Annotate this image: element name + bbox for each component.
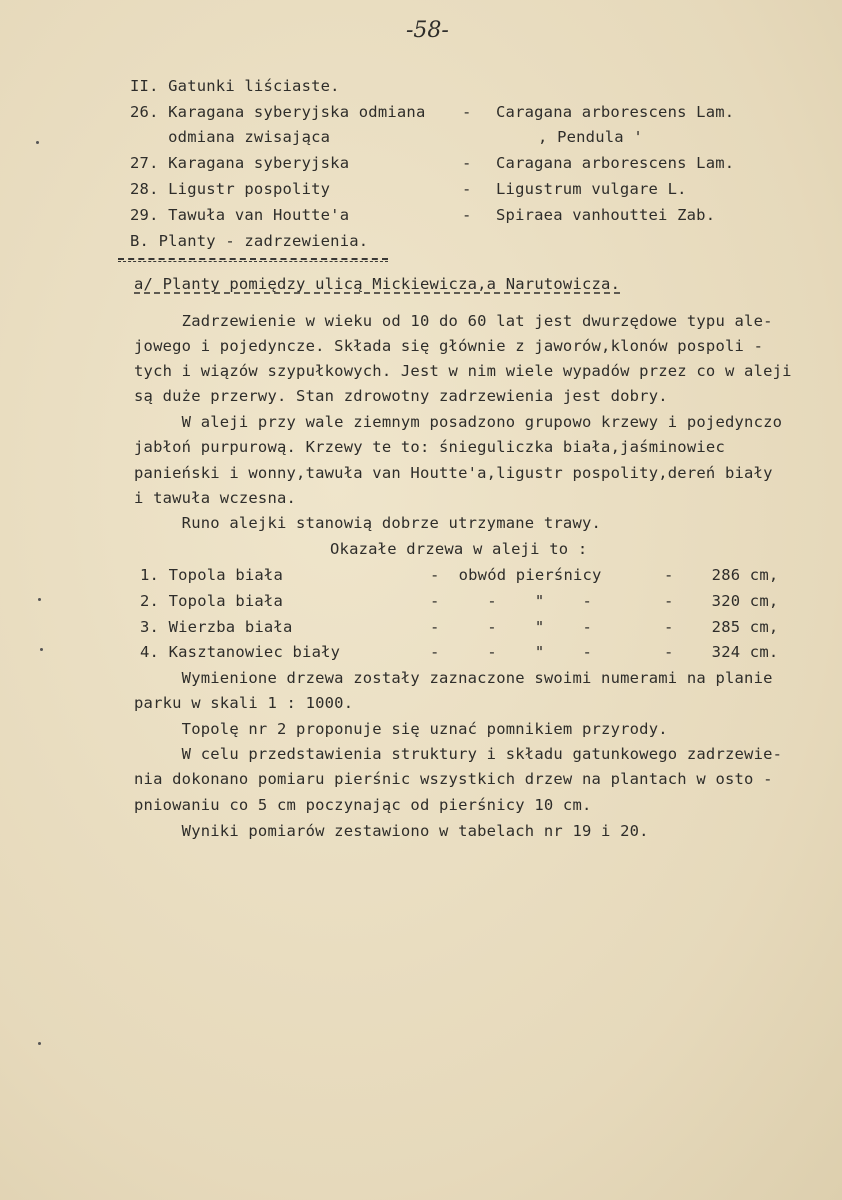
species-row-lat: Caragana arborescens Lam. [496, 154, 735, 172]
tree-measure-label: - - " - [430, 618, 593, 636]
paper-speck [40, 648, 43, 651]
tree-measure-label: - - " - [430, 643, 593, 661]
paragraph-line: Topolę nr 2 proponuje się uznać pomnikiem przyrody. [134, 720, 668, 738]
tree-name: 4. Kasztanowiec biały [140, 643, 341, 661]
species-row-lat: Caragana arborescens Lam. [496, 103, 735, 121]
page-number: -58- [406, 18, 449, 43]
species-row-pl: 29. Tawuła van Houtte'a [130, 206, 350, 224]
paragraph-line: jowego i pojedyncze. Składa się głównie z jaworów,klonów pospoli - [134, 337, 764, 355]
species-row-lat: Spiraea vanhouttei Zab. [496, 206, 716, 224]
trees-heading: Okazałe drzewa w aleji to : [330, 540, 588, 558]
species-row-dash: - [462, 180, 472, 198]
tree-measure-label: - obwód pierśnicy [430, 566, 602, 584]
divider-line [118, 261, 388, 262]
paragraph-line: Runo alejki stanowią dobrze utrzymane trawy. [134, 514, 602, 532]
tree-name: 1. Topola biała [140, 566, 283, 584]
section-a-title: a/ Planty pomiędzy ulicą Mickiewicza,a Narutowicza. [134, 275, 621, 293]
species-row-pl: odmiana zwisająca [130, 128, 331, 146]
tree-measure-value: - 320 cm, [664, 592, 779, 610]
paragraph-line: W celu przedstawienia struktury i składu gatunkowego zadrzewie- [134, 745, 783, 763]
paragraph-line: i tawuła wczesna. [134, 489, 297, 507]
tree-name: 3. Wierzba biała [140, 618, 293, 636]
species-row-pl: 27. Karagana syberyjska [130, 154, 350, 172]
tree-measure-value: - 324 cm. [664, 643, 779, 661]
tree-name: 2. Topola biała [140, 592, 283, 610]
tree-measure-label: - - " - [430, 592, 593, 610]
paragraph-line: tych i wiązów szypułkowych. Jest w nim wiele wypadów przez co w aleji [134, 362, 792, 380]
paper-speck [38, 598, 41, 601]
paragraph-line: są duże przerwy. Stan zdrowotny zadrzewienia jest dobry. [134, 387, 668, 405]
paragraph-line: parku w skali 1 : 1000. [134, 694, 354, 712]
species-row-dash: - [462, 206, 472, 224]
species-row-pl: 28. Ligustr pospolity [130, 180, 331, 198]
species-row-dash: - [462, 103, 472, 121]
species-row-lat: Ligustrum vulgare L. [496, 180, 687, 198]
paragraph-line: Wymienione drzewa zostały zaznaczone swoimi numerami na planie [134, 669, 773, 687]
paragraph-line: jabłoń purpurową. Krzewy te to: śnieguliczka biała,jaśminowiec [134, 438, 725, 456]
paragraph-line: pniowaniu co 5 cm poczynając od pierśnicy 10 cm. [134, 796, 592, 814]
paragraph-line: nia dokonano pomiaru pierśnic wszystkich drzew na plantach w osto - [134, 770, 773, 788]
species-row-pl: 26. Karagana syberyjska odmiana [130, 103, 426, 121]
divider-line [118, 258, 388, 260]
tree-measure-value: - 286 cm, [664, 566, 779, 584]
paper-speck [38, 1042, 41, 1045]
species-heading: II. Gatunki liściaste. [130, 77, 340, 95]
paragraph-line: Wyniki pomiarów zestawiono w tabelach nr 19 i 20. [134, 822, 649, 840]
species-row-lat: , Pendula ' [538, 128, 643, 146]
paragraph-line: Zadrzewienie w wieku od 10 do 60 lat jest dwurzędowe typu ale- [134, 312, 773, 330]
section-b-heading: B. Planty - zadrzewienia. [130, 232, 369, 250]
species-row-dash: - [462, 154, 472, 172]
tree-measure-value: - 285 cm, [664, 618, 779, 636]
paper-speck [36, 141, 39, 144]
paragraph-line: panieński i wonny,tawuła van Houtte'a,ligustr pospolity,dereń biały [134, 464, 773, 482]
paragraph-line: W aleji przy wale ziemnym posadzono grupowo krzewy i pojedynczo [134, 413, 783, 431]
